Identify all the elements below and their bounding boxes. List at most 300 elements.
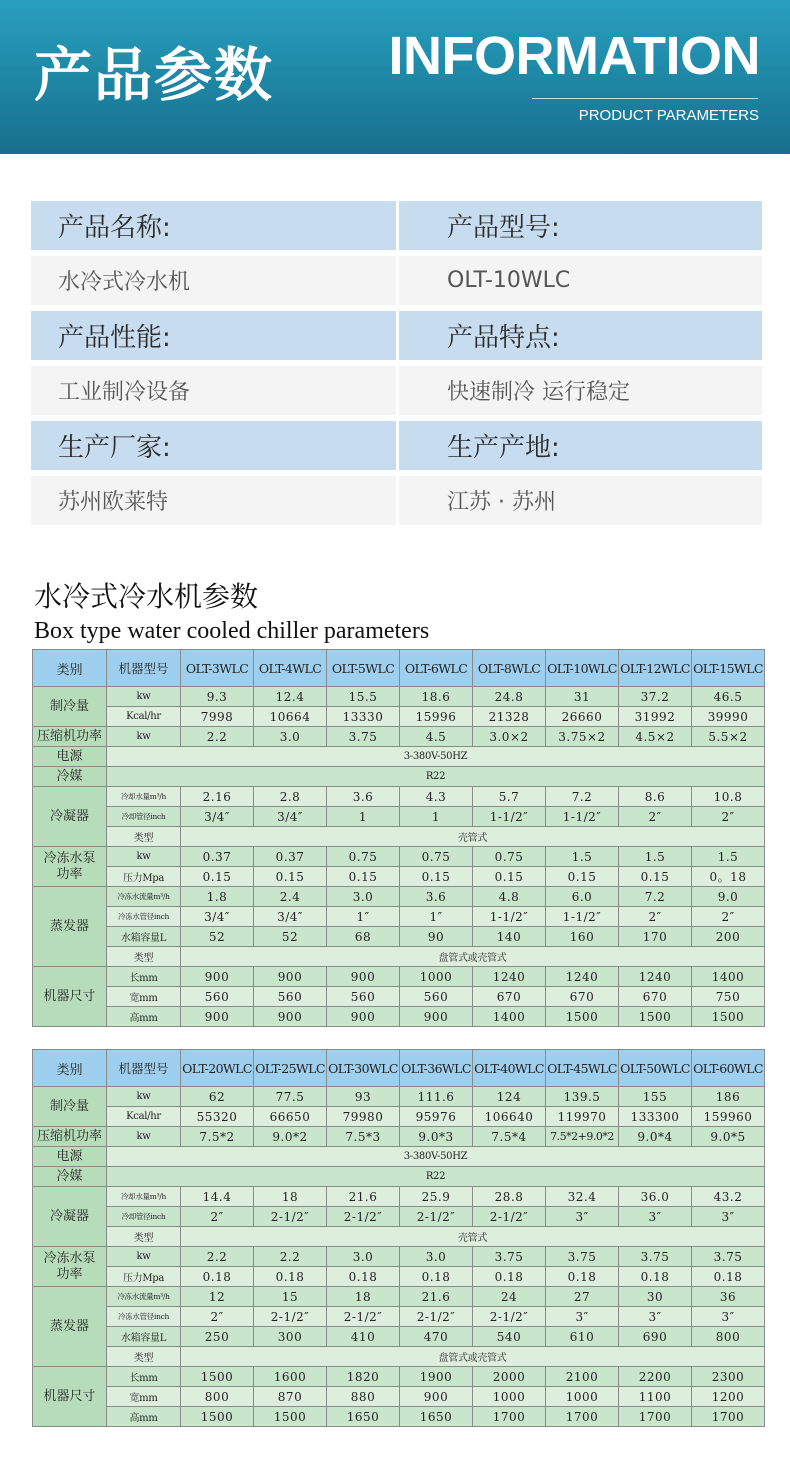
value-cell: 21.6 xyxy=(327,1187,400,1207)
value-cell: 1400 xyxy=(473,1007,546,1027)
value-cell: 32.4 xyxy=(546,1187,619,1207)
evaporator-pipe-row xyxy=(33,907,765,927)
value-cell: 3.0 xyxy=(327,1247,400,1267)
value-cell: 1400 xyxy=(692,967,765,987)
value-cell: 0.37 xyxy=(181,847,254,867)
value-cell: 7.5*2 xyxy=(181,1127,254,1147)
value-cell: 12.4 xyxy=(254,687,327,707)
value-cell: 2300 xyxy=(692,1367,765,1387)
value-cell: 2-1/2″ xyxy=(400,1307,473,1327)
page-title-en: INFORMATION xyxy=(388,26,760,86)
value-cell: 3.6 xyxy=(400,887,473,907)
value-cell: 0.15 xyxy=(473,867,546,887)
value-cell: 1″ xyxy=(400,907,473,927)
info-value-left: 工业制冷设备 xyxy=(31,366,396,415)
value-cell: 200 xyxy=(692,927,765,947)
value-cell: 410 xyxy=(327,1327,400,1347)
header-model-name: OLT-30WLC xyxy=(327,1050,400,1087)
value-cell: 1.8 xyxy=(181,887,254,907)
value-cell: 9.0*3 xyxy=(400,1127,473,1147)
value-cell: 1500 xyxy=(692,1007,765,1027)
info-label-left: 生产厂家: xyxy=(31,421,396,470)
title-divider xyxy=(532,98,758,99)
sub-label: Kcal/hr xyxy=(107,707,181,727)
value-cell: 3.0 xyxy=(327,887,400,907)
value-cell: 3.6 xyxy=(327,787,400,807)
value-cell: 186 xyxy=(692,1087,765,1107)
table-header-row xyxy=(33,650,765,687)
pump-kw-row xyxy=(33,847,765,867)
value-cell: 26660 xyxy=(546,707,619,727)
value-cell: 2200 xyxy=(619,1367,692,1387)
value-cell: 28.8 xyxy=(473,1187,546,1207)
header-model-name: OLT-45WLC xyxy=(546,1050,619,1087)
width-row xyxy=(33,1387,765,1407)
info-label-left: 产品性能: xyxy=(31,311,396,360)
value-cell: 5.5×2 xyxy=(692,727,765,747)
sub-label: 宽mm xyxy=(107,1387,181,1407)
value-cell: 2-1/2″ xyxy=(254,1207,327,1227)
value-cell: 2.8 xyxy=(254,787,327,807)
value-cell: 90 xyxy=(400,927,473,947)
sub-label: kw xyxy=(107,687,181,707)
sub-label: kw xyxy=(107,727,181,747)
value-cell: 9.3 xyxy=(181,687,254,707)
evaporator-pipe-row xyxy=(33,1307,765,1327)
value-cell: 1240 xyxy=(546,967,619,987)
value-cell: 39990 xyxy=(692,707,765,727)
info-row-value xyxy=(31,366,762,415)
value-cell: 880 xyxy=(327,1387,400,1407)
sub-label: kw xyxy=(107,847,181,867)
value-cell: 24 xyxy=(473,1287,546,1307)
value-cell: 1700 xyxy=(473,1407,546,1427)
height-row xyxy=(33,1407,765,1427)
sub-label: 高mm xyxy=(107,1407,181,1427)
value-cell: 18 xyxy=(254,1187,327,1207)
value-cell: 3.75 xyxy=(546,1247,619,1267)
value-cell: 690 xyxy=(619,1327,692,1347)
pump-kw-row xyxy=(33,1247,765,1267)
value-cell: 124 xyxy=(473,1087,546,1107)
compressor-row xyxy=(33,727,765,747)
value-cell: 900 xyxy=(400,1007,473,1027)
value-cell: 3.75 xyxy=(473,1247,546,1267)
length-row xyxy=(33,967,765,987)
group-compressor: 压缩机功率 xyxy=(33,727,107,747)
value-cell: 1″ xyxy=(327,907,400,927)
value-cell: 300 xyxy=(254,1327,327,1347)
value-cell: 3.0 xyxy=(254,727,327,747)
value-cell: 155 xyxy=(619,1087,692,1107)
value-cell: 1700 xyxy=(619,1407,692,1427)
sub-label: 类型 xyxy=(107,1347,181,1367)
value-cell: 139.5 xyxy=(546,1087,619,1107)
value-cell: 18 xyxy=(327,1287,400,1307)
sub-label: 长mm xyxy=(107,1367,181,1387)
value-cell: 0.15 xyxy=(400,867,473,887)
header-model-name: OLT-6WLC xyxy=(400,650,473,687)
value-cell: 4.8 xyxy=(473,887,546,907)
spec-table-2 xyxy=(32,1049,765,1427)
value-cell: 7998 xyxy=(181,707,254,727)
value-cell: 7.5*3 xyxy=(327,1127,400,1147)
value-cell: 540 xyxy=(473,1327,546,1347)
value-cell: 1 xyxy=(327,807,400,827)
value-cell: 3.75 xyxy=(619,1247,692,1267)
value-cell: 21.6 xyxy=(400,1287,473,1307)
info-label-right: 生产产地: xyxy=(399,421,762,470)
value-cell: 610 xyxy=(546,1327,619,1347)
value-cell: 900 xyxy=(327,1007,400,1027)
value-cell: 160 xyxy=(546,927,619,947)
value-cell: 3.75 xyxy=(327,727,400,747)
header-model: 机器型号 xyxy=(107,650,181,687)
value-cell: 800 xyxy=(692,1327,765,1347)
value-cell: 1000 xyxy=(473,1387,546,1407)
group-refrigerant: 冷媒 xyxy=(33,767,107,787)
value-cell: 106640 xyxy=(473,1107,546,1127)
sub-label: 宽mm xyxy=(107,987,181,1007)
value-cell: 6.0 xyxy=(546,887,619,907)
value-cell: 1650 xyxy=(400,1407,473,1427)
value-cell: 2.2 xyxy=(181,727,254,747)
info-value-right: 快速制冷 运行稳定 xyxy=(399,366,762,415)
pump-pressure-row xyxy=(33,1267,765,1287)
value-cell: 27 xyxy=(546,1287,619,1307)
value-cell: 1650 xyxy=(327,1407,400,1427)
condenser-type-row xyxy=(33,1227,765,1247)
value-cell: 30 xyxy=(619,1287,692,1307)
value-cell: 3.75 xyxy=(692,1247,765,1267)
length-row xyxy=(33,1367,765,1387)
value-cell: 2-1/2″ xyxy=(327,1207,400,1227)
header-model-name: OLT-12WLC xyxy=(619,650,692,687)
info-row-label xyxy=(31,311,762,360)
value-cell: 5.7 xyxy=(473,787,546,807)
value-cell: 870 xyxy=(254,1387,327,1407)
sub-label: 冷却管径inch xyxy=(107,807,181,827)
value-cell: 140 xyxy=(473,927,546,947)
info-label-left: 产品名称: xyxy=(31,201,396,250)
value-cell: 1500 xyxy=(181,1367,254,1387)
sub-label: 冷冻水流量m³/h xyxy=(107,887,181,907)
info-label-right: 产品型号: xyxy=(399,201,762,250)
value-cell: 250 xyxy=(181,1327,254,1347)
value-cell: 46.5 xyxy=(692,687,765,707)
value-cell: 3.75×2 xyxy=(546,727,619,747)
pump-pressure-row xyxy=(33,867,765,887)
sub-label: 压力Mpa xyxy=(107,867,181,887)
value-cell: 79980 xyxy=(327,1107,400,1127)
value-cell: 670 xyxy=(546,987,619,1007)
value-cell: 1900 xyxy=(400,1367,473,1387)
value-cell: 2″ xyxy=(692,907,765,927)
value-cell: 3/4″ xyxy=(254,907,327,927)
value-cell: 0.75 xyxy=(327,847,400,867)
value-cell: 68 xyxy=(327,927,400,947)
value-cell: 9.0 xyxy=(692,887,765,907)
section-title-en: Box type water cooled chiller parameters xyxy=(34,618,430,644)
value-cell: 2.4 xyxy=(254,887,327,907)
value-cell: 24.8 xyxy=(473,687,546,707)
value-cell: 0.15 xyxy=(546,867,619,887)
sub-label: 类型 xyxy=(107,827,181,847)
value-cell: 0.18 xyxy=(619,1267,692,1287)
power-value: 3-380V-50HZ xyxy=(107,747,765,767)
group-pump: 冷冻水泵 功率 xyxy=(33,847,107,887)
value-cell: 4.5×2 xyxy=(619,727,692,747)
sub-label: 冷冻水流量m³/h xyxy=(107,1287,181,1307)
section-title-cn: 水冷式冷水机参数 xyxy=(34,580,259,613)
condenser-type-value: 壳管式 xyxy=(181,1227,765,1247)
value-cell: 0.75 xyxy=(473,847,546,867)
value-cell: 1500 xyxy=(181,1407,254,1427)
value-cell: 2″ xyxy=(181,1307,254,1327)
cooling-kw-row xyxy=(33,687,765,707)
value-cell: 900 xyxy=(181,967,254,987)
header-model-name: OLT-36WLC xyxy=(400,1050,473,1087)
value-cell: 8.6 xyxy=(619,787,692,807)
evaporator-type-row xyxy=(33,947,765,967)
value-cell: 3.0×2 xyxy=(473,727,546,747)
group-condenser: 冷凝器 xyxy=(33,787,107,847)
group-evaporator: 蒸发器 xyxy=(33,1287,107,1367)
value-cell: 2-1/2″ xyxy=(254,1307,327,1327)
spec-table-1 xyxy=(32,649,765,1027)
value-cell: 15996 xyxy=(400,707,473,727)
refrigerant-value: R22 xyxy=(107,1167,765,1187)
value-cell: 1.5 xyxy=(619,847,692,867)
value-cell: 55320 xyxy=(181,1107,254,1127)
value-cell: 1200 xyxy=(692,1387,765,1407)
value-cell: 670 xyxy=(619,987,692,1007)
value-cell: 900 xyxy=(327,967,400,987)
power-row xyxy=(33,1147,765,1167)
cooling-kcal-row xyxy=(33,1107,765,1127)
value-cell: 3.0 xyxy=(400,1247,473,1267)
value-cell: 13330 xyxy=(327,707,400,727)
value-cell: 0.37 xyxy=(254,847,327,867)
value-cell: 1.5 xyxy=(692,847,765,867)
value-cell: 66650 xyxy=(254,1107,327,1127)
value-cell: 36.0 xyxy=(619,1187,692,1207)
table-header-row xyxy=(33,1050,765,1087)
value-cell: 1-1/2″ xyxy=(546,807,619,827)
sub-label: 冷冻水管径inch xyxy=(107,907,181,927)
group-cooling: 制冷量 xyxy=(33,1087,107,1127)
value-cell: 2″ xyxy=(181,1207,254,1227)
value-cell: 1000 xyxy=(400,967,473,987)
value-cell: 159960 xyxy=(692,1107,765,1127)
sub-label: 水箱容量L xyxy=(107,927,181,947)
value-cell: 3/4″ xyxy=(181,807,254,827)
value-cell: 25.9 xyxy=(400,1187,473,1207)
value-cell: 3″ xyxy=(619,1207,692,1227)
value-cell: 2.2 xyxy=(181,1247,254,1267)
condenser-type-value: 壳管式 xyxy=(181,827,765,847)
value-cell: 1000 xyxy=(546,1387,619,1407)
info-row-value xyxy=(31,256,762,305)
value-cell: 2-1/2″ xyxy=(327,1307,400,1327)
value-cell: 52 xyxy=(254,927,327,947)
sub-label: 冷却水量m³/h xyxy=(107,1187,181,1207)
value-cell: 52 xyxy=(181,927,254,947)
group-refrigerant: 冷媒 xyxy=(33,1167,107,1187)
tank-row xyxy=(33,927,765,947)
value-cell: 3″ xyxy=(692,1307,765,1327)
sub-label: kw xyxy=(107,1247,181,1267)
sub-label: 类型 xyxy=(107,1227,181,1247)
sub-label: 压力Mpa xyxy=(107,1267,181,1287)
value-cell: 2100 xyxy=(546,1367,619,1387)
header-model-name: OLT-5WLC xyxy=(327,650,400,687)
group-condenser: 冷凝器 xyxy=(33,1187,107,1247)
value-cell: 1-1/2″ xyxy=(546,907,619,927)
sub-label: 水箱容量L xyxy=(107,1327,181,1347)
value-cell: 3″ xyxy=(546,1307,619,1327)
value-cell: 1820 xyxy=(327,1367,400,1387)
value-cell: 43.2 xyxy=(692,1187,765,1207)
header-model-name: OLT-60WLC xyxy=(692,1050,765,1087)
info-row-value xyxy=(31,476,762,525)
tank-row xyxy=(33,1327,765,1347)
value-cell: 12 xyxy=(181,1287,254,1307)
value-cell: 1 xyxy=(400,807,473,827)
value-cell: 0。18 xyxy=(692,867,765,887)
value-cell: 1100 xyxy=(619,1387,692,1407)
condenser-type-row xyxy=(33,827,765,847)
value-cell: 7.5*4 xyxy=(473,1127,546,1147)
evaporator-type-row xyxy=(33,1347,765,1367)
value-cell: 1-1/2″ xyxy=(473,907,546,927)
value-cell: 93 xyxy=(327,1087,400,1107)
cooling-kcal-row xyxy=(33,707,765,727)
value-cell: 7.2 xyxy=(619,887,692,907)
value-cell: 900 xyxy=(254,1007,327,1027)
value-cell: 2-1/2″ xyxy=(473,1307,546,1327)
header-model-name: OLT-10WLC xyxy=(546,650,619,687)
value-cell: 3″ xyxy=(619,1307,692,1327)
header-category: 类别 xyxy=(33,1050,107,1087)
value-cell: 7.5*2+9.0*2 xyxy=(546,1127,619,1147)
info-row-label xyxy=(31,421,762,470)
value-cell: 0.15 xyxy=(327,867,400,887)
power-value: 3-380V-50HZ xyxy=(107,1147,765,1167)
value-cell: 0.18 xyxy=(327,1267,400,1287)
sub-label: 冷却水量m³/h xyxy=(107,787,181,807)
value-cell: 3″ xyxy=(546,1207,619,1227)
value-cell: 2.16 xyxy=(181,787,254,807)
sub-label: 长mm xyxy=(107,967,181,987)
value-cell: 2″ xyxy=(619,907,692,927)
value-cell: 2″ xyxy=(692,807,765,827)
header-model-name: OLT-15WLC xyxy=(692,650,765,687)
header-model-name: OLT-25WLC xyxy=(254,1050,327,1087)
group-power: 电源 xyxy=(33,747,107,767)
value-cell: 4.3 xyxy=(400,787,473,807)
header-model-name: OLT-8WLC xyxy=(473,650,546,687)
value-cell: 37.2 xyxy=(619,687,692,707)
value-cell: 900 xyxy=(400,1387,473,1407)
value-cell: 95976 xyxy=(400,1107,473,1127)
value-cell: 560 xyxy=(327,987,400,1007)
refrigerant-row xyxy=(33,1167,765,1187)
value-cell: 77.5 xyxy=(254,1087,327,1107)
page-title-cn: 产品参数 xyxy=(34,41,275,109)
value-cell: 1240 xyxy=(619,967,692,987)
value-cell: 1700 xyxy=(546,1407,619,1427)
value-cell: 560 xyxy=(400,987,473,1007)
value-cell: 1700 xyxy=(692,1407,765,1427)
value-cell: 21328 xyxy=(473,707,546,727)
cooling-kw-row xyxy=(33,1087,765,1107)
value-cell: 750 xyxy=(692,987,765,1007)
value-cell: 0.18 xyxy=(254,1267,327,1287)
sub-label: 冷冻水管径inch xyxy=(107,1307,181,1327)
value-cell: 2-1/2″ xyxy=(400,1207,473,1227)
group-dimensions: 机器尺寸 xyxy=(33,967,107,1027)
width-row xyxy=(33,987,765,1007)
value-cell: 0.15 xyxy=(619,867,692,887)
value-cell: 3″ xyxy=(692,1207,765,1227)
value-cell: 36 xyxy=(692,1287,765,1307)
header-model-name: OLT-50WLC xyxy=(619,1050,692,1087)
evaporator-type-value: 盘管式或壳管式 xyxy=(181,947,765,967)
value-cell: 15 xyxy=(254,1287,327,1307)
value-cell: 900 xyxy=(254,967,327,987)
group-pump: 冷冻水泵 功率 xyxy=(33,1247,107,1287)
group-compressor: 压缩机功率 xyxy=(33,1127,107,1147)
header-category: 类别 xyxy=(33,650,107,687)
sub-label: kw xyxy=(107,1087,181,1107)
value-cell: 1240 xyxy=(473,967,546,987)
info-row-label xyxy=(31,201,762,250)
info-value-right: 江苏 · 苏州 xyxy=(399,476,762,525)
value-cell: 14.4 xyxy=(181,1187,254,1207)
value-cell: 470 xyxy=(400,1327,473,1347)
refrigerant-value: R22 xyxy=(107,767,765,787)
height-row xyxy=(33,1007,765,1027)
value-cell: 670 xyxy=(473,987,546,1007)
header-banner xyxy=(0,0,790,154)
header-model-name: OLT-20WLC xyxy=(181,1050,254,1087)
value-cell: 3/4″ xyxy=(181,907,254,927)
value-cell: 800 xyxy=(181,1387,254,1407)
header-model-name: OLT-4WLC xyxy=(254,650,327,687)
value-cell: 31 xyxy=(546,687,619,707)
group-power: 电源 xyxy=(33,1147,107,1167)
header-model-name: OLT-3WLC xyxy=(181,650,254,687)
group-evaporator: 蒸发器 xyxy=(33,887,107,967)
value-cell: 2″ xyxy=(619,807,692,827)
condenser-pipe-row xyxy=(33,1207,765,1227)
value-cell: 560 xyxy=(181,987,254,1007)
value-cell: 0.15 xyxy=(254,867,327,887)
condenser-flow-row xyxy=(33,1187,765,1207)
group-cooling: 制冷量 xyxy=(33,687,107,727)
value-cell: 1500 xyxy=(254,1407,327,1427)
value-cell: 4.5 xyxy=(400,727,473,747)
condenser-pipe-row xyxy=(33,807,765,827)
value-cell: 0.15 xyxy=(181,867,254,887)
compressor-row xyxy=(33,1127,765,1147)
value-cell: 10664 xyxy=(254,707,327,727)
value-cell: 170 xyxy=(619,927,692,947)
power-row xyxy=(33,747,765,767)
value-cell: 0.18 xyxy=(400,1267,473,1287)
value-cell: 1500 xyxy=(619,1007,692,1027)
